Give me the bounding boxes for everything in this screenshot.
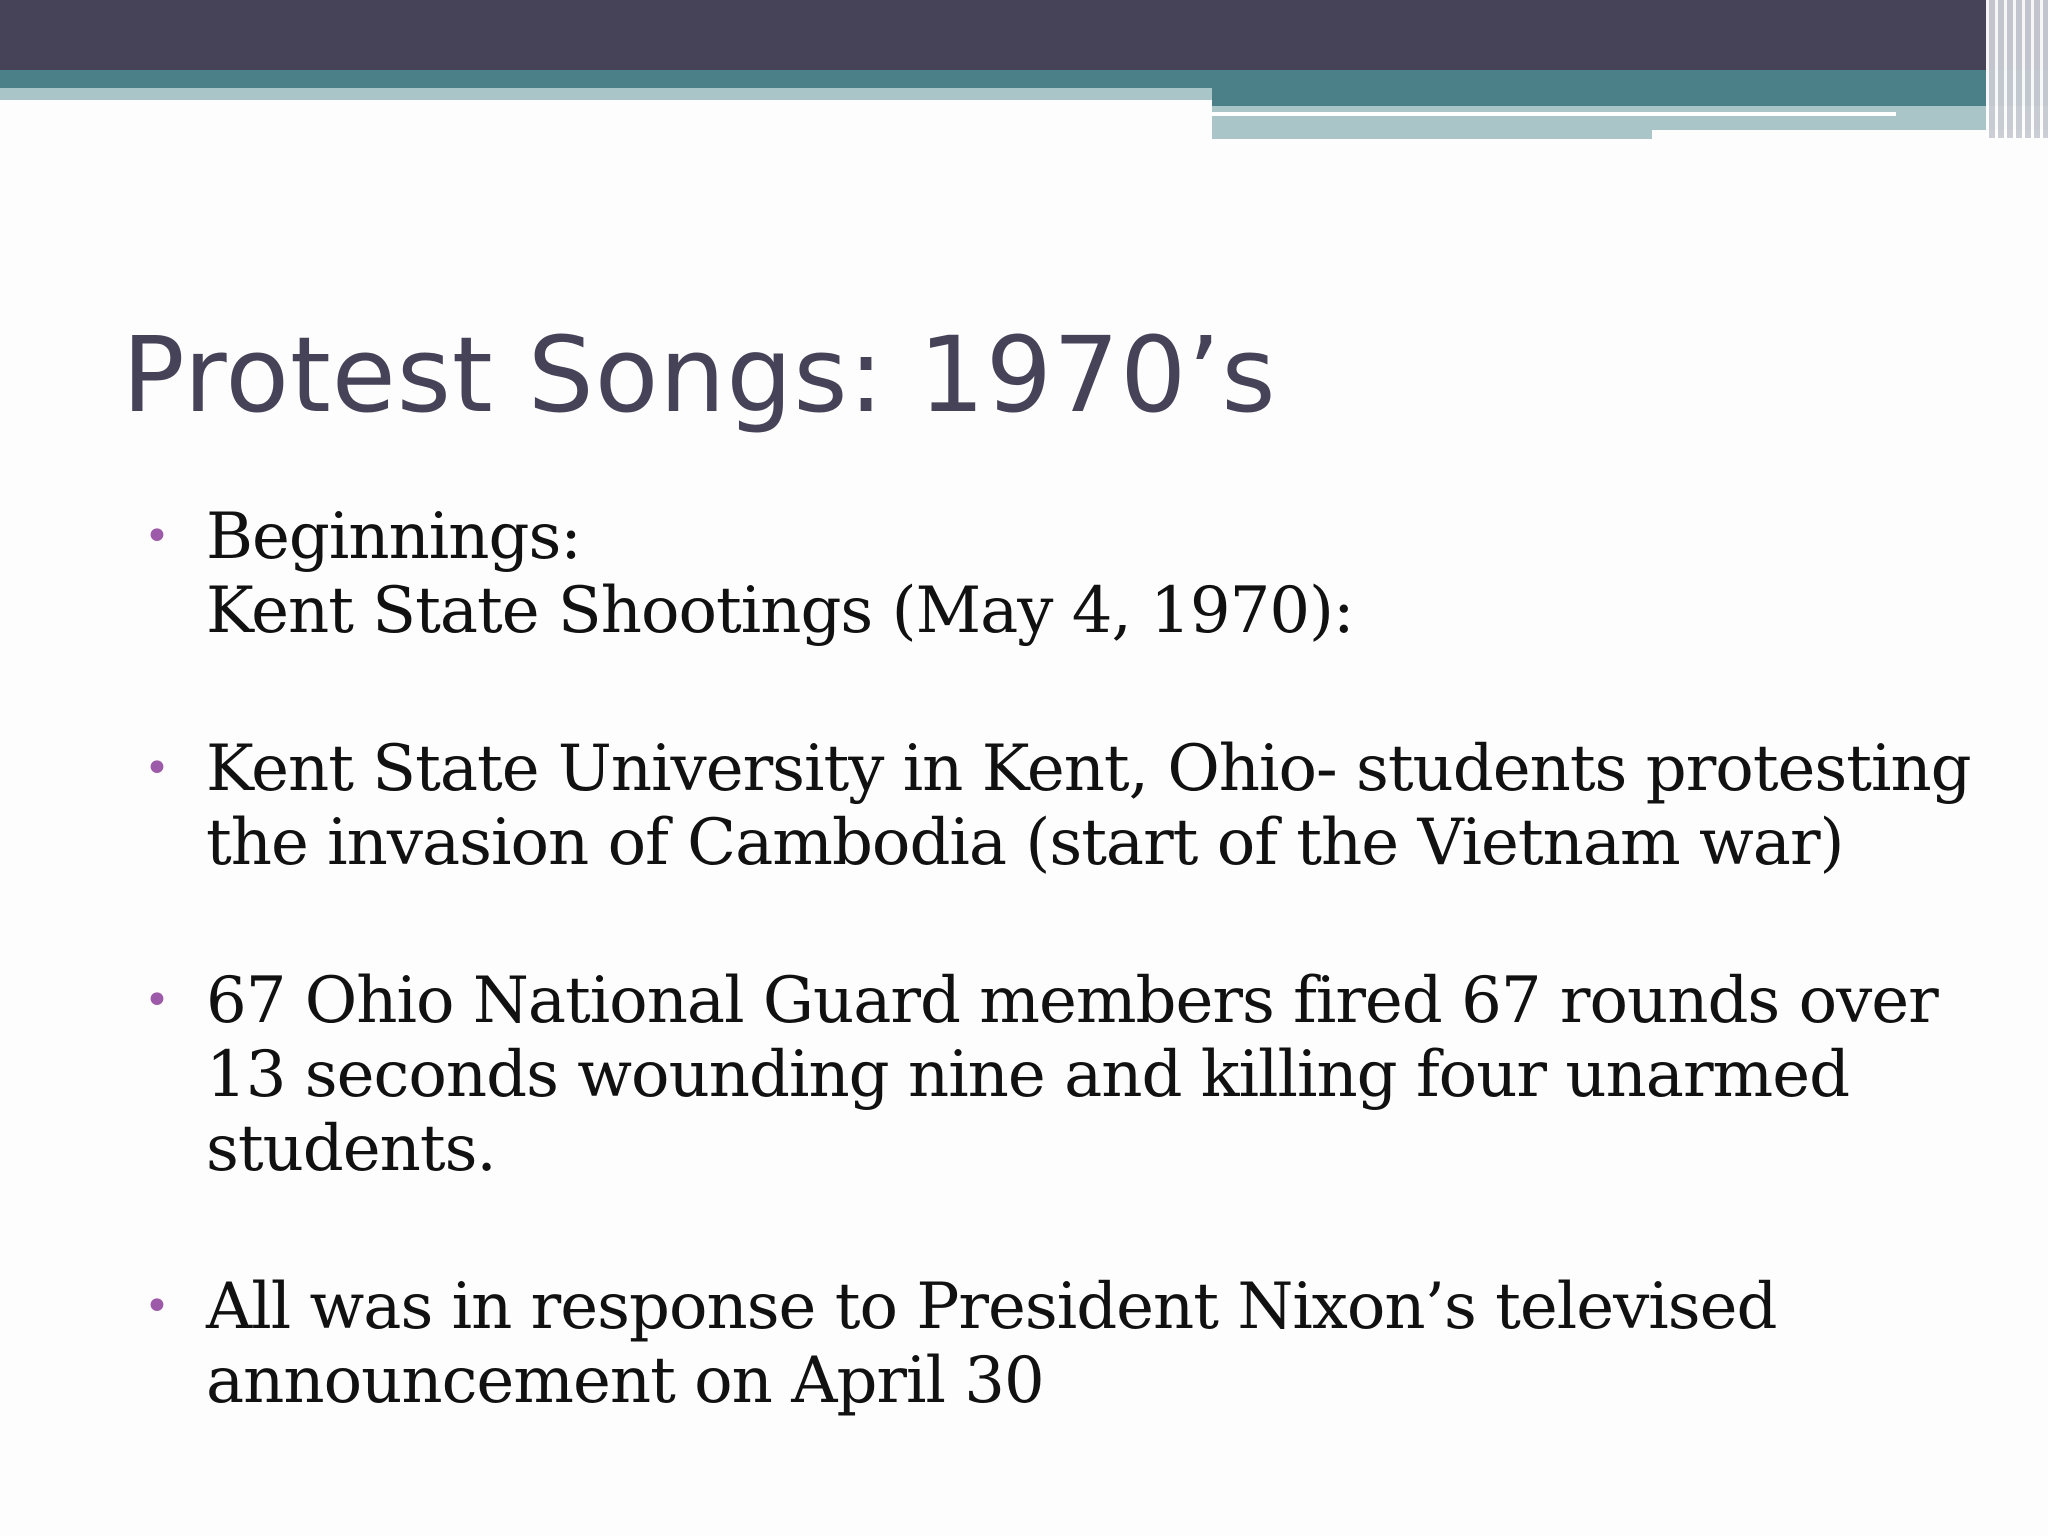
header-light-bar-right (1212, 106, 2048, 130)
bullet-icon: • (144, 975, 169, 1026)
header-light-bar-left (0, 88, 1212, 100)
bullet-item (140, 964, 2000, 1186)
bullet-text-line: Kent State Shootings (May 4, 1970): (206, 574, 1354, 648)
bullet-text-line: 67 Ohio National Guard members fired 67 rounds over (206, 964, 1938, 1038)
bullet-item (140, 1270, 2000, 1418)
bullet-item (140, 732, 2000, 880)
slide-title: Protest Songs: 1970’s (122, 314, 1277, 436)
header-stripes (1986, 0, 2048, 138)
header-white-line (1212, 112, 1896, 116)
bullet-icon: • (144, 1281, 169, 1332)
bullet-text-line: announcement on April 30 (206, 1344, 1044, 1418)
bullet-text-line: Beginnings: (206, 500, 581, 574)
bullet-item (140, 500, 2000, 648)
bullet-text-line: students. (206, 1112, 496, 1186)
header-teal-bar-right (1212, 88, 2048, 106)
bullet-text-line: the invasion of Cambodia (start of the Vietnam war) (206, 806, 1844, 880)
bullet-list (140, 500, 2000, 1502)
header-light-stub (1212, 130, 1652, 139)
header-dark-bar (0, 0, 2048, 70)
bullet-text-line: All was in response to President Nixon’s televised (206, 1270, 1777, 1344)
bullet-icon: • (144, 743, 169, 794)
bullet-icon: • (144, 511, 169, 562)
header-teal-bar (0, 70, 2048, 88)
bullet-text-line: Kent State University in Kent, Ohio- students protesting (206, 732, 1971, 806)
bullet-text-line: 13 seconds wounding nine and killing four unarmed (206, 1038, 1850, 1112)
